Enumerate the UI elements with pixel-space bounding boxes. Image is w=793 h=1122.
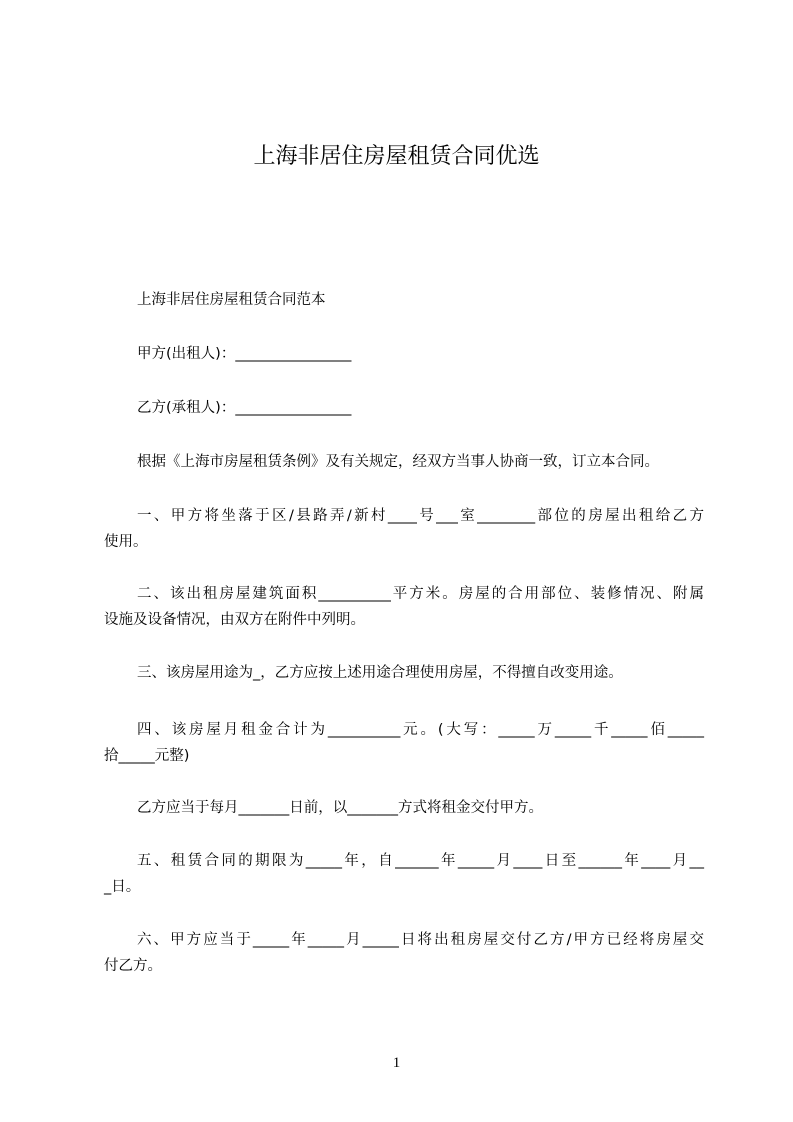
- paragraph-line: 乙方应当于每月_______日前，以_______方式将租金交付甲方。: [137, 800, 543, 816]
- paragraph-line: _日。: [104, 879, 141, 895]
- paragraph-line: 三、该房屋用途为_，乙方应按上述用途合理使用房屋，不得擅自改变用途。: [137, 665, 623, 681]
- paragraph-line: 乙方(承租人)：________________: [137, 400, 352, 416]
- paragraph-party-a: [104, 341, 704, 367]
- paragraph-clause-3: [104, 660, 704, 686]
- paragraph-party-b: [104, 395, 704, 421]
- paragraph-line: 设施及设备情况，由双方在附件中列明。: [104, 612, 365, 628]
- document-title: 上海非居住房屋租赁合同优选: [253, 144, 540, 169]
- paragraph-line: 根据《上海市房屋租赁条例》及有关规定，经双方当事人协商一致，订立本合同。: [137, 454, 659, 470]
- paragraph-line: 六、甲方应当于_____年_____月_____日将出租房屋交付乙方/甲方已经将房屋交: [137, 932, 704, 948]
- paragraph-line: 一、甲方将坐落于区/县路弄/新村____号___室________部位的房屋出租给乙方: [137, 508, 704, 524]
- paragraph-line: 五、租赁合同的期限为_____年，自______年_____月____日至______年____月__: [137, 853, 704, 869]
- paragraph-line: 上海非居住房屋租赁合同范本: [137, 292, 326, 308]
- paragraph-clause-6: [104, 927, 704, 979]
- paragraph-clause-4: [104, 717, 704, 769]
- paragraph-line: 四、该房屋月租金合计为__________元。(大写：_____万_____千_____佰_____: [137, 722, 704, 738]
- page-number: 1: [392, 1055, 401, 1071]
- paragraph-subtitle: [104, 287, 704, 313]
- paragraph-line: 甲方(出租人)：________________: [137, 346, 352, 362]
- paragraph-clause-2: [104, 581, 704, 633]
- paragraph-payment: [104, 795, 704, 821]
- paragraph-clause-5: [104, 848, 704, 900]
- paragraph-line: 使用。: [104, 534, 148, 550]
- paragraph-line: 付乙方。: [104, 958, 162, 974]
- paragraph-clause-1: [104, 503, 704, 555]
- paragraph-line: 拾_____元整): [104, 748, 190, 764]
- paragraph-preamble: [104, 449, 704, 475]
- paragraph-line: 二、该出租房屋建筑面积__________平方米。房屋的合用部位、装修情况、附属: [137, 586, 704, 602]
